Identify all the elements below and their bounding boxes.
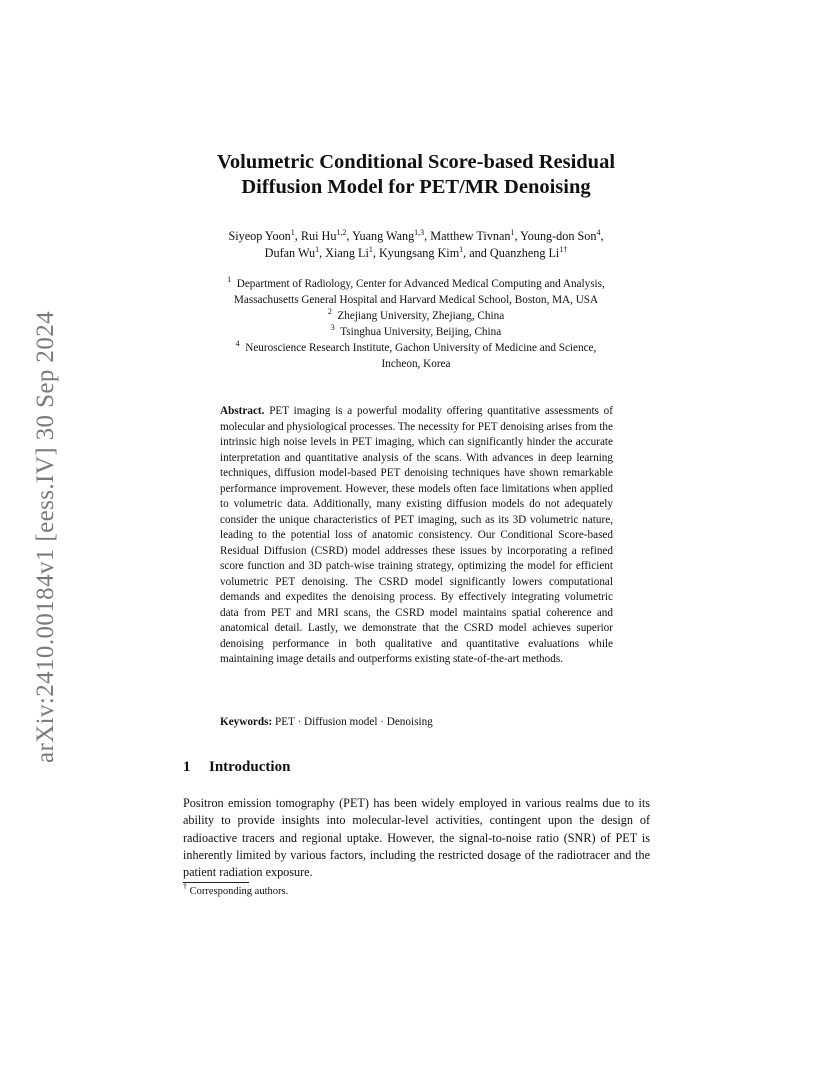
section-number: 1: [183, 759, 191, 775]
author: Dufan Wu$^1$,: [264, 245, 326, 260]
abstract-text: PET imaging is a powerful modality offering quantitative assessments of molecular and physiological processes. The necessity for PET denoising arises from the intrinsic high noise levels in PET imaging, which can significantly hinder the accurate interpretation and quantitative analysis of the scans. With advances in deep learning techniques, diffusion model-based PET denoising techniques have shown remarkable performance improvement. However, these models often face limitations when applied to volumetric data. Additionally, many existing diffusion models do not adequately consider the unique characteristics of PET imaging, such as its 3D volumetric nature, leading to the potential loss of anatomic consistency. Our Conditional Score-based Residual Diffusion (CSRD) model addresses these issues by incorporating a refined score function and 3D patch-wise training strategy, optimizing the model for efficient volumetric PET denoising. The CSRD model significantly lowers computational demands and expedites the denoising process. By effectively integrating volumetric data from PET and MRI scans, the CSRD model maintains spatial coherence and anatomical detail. Lastly, we demonstrate that the CSRD model achieves superior denoising performance in both qualitative and quantitative evaluations while maintaining image details and outperforms existing state-of-the-art methods.: [220, 405, 613, 665]
author: Kyungsang Kim$^1$, and: [378, 245, 490, 260]
introduction-paragraph: Positron emission tomography (PET) has been widely employed in various realms due to its ability to provide insights into molecular-level activities, contingent upon the design of radioactive tracers and regional uptake. However, the signal-to-noise ratio (SNR) of PET is inherently limited by various factors, including the restricted dosage of the radiotracer and the patient radiation exposure.: [183, 796, 650, 880]
author: Xiang Li$^1$,: [325, 245, 379, 260]
author: Quanzheng $Li^{1\dagger}$: [489, 245, 568, 260]
keywords-label: Keywords:: [220, 716, 273, 728]
author: Young-don Son$^4$,: [520, 228, 604, 243]
arxiv-identifier: arXiv:2410.00184v1 [eess.IV] 30 Sep 2024: [32, 310, 59, 764]
author-list: [150, 228, 682, 262]
affiliation-line: Massachusetts General Hospital and Harvard Medical School, Boston, MA, USA: [233, 294, 599, 306]
keywords-text: PET · Diffusion model · Denoising: [275, 716, 433, 728]
section-heading: [183, 759, 290, 776]
affiliation-line: $^1$ Department of Radiology, Center for Advanced Medical Computing and Analysis,: [227, 275, 605, 290]
abstract-label: Abstract.: [220, 405, 265, 417]
title-line-2: Diffusion Model for PET/MR Denoising: [241, 176, 591, 198]
author: Matthew Tivnan$^1$,: [430, 228, 521, 243]
paper-title: [150, 150, 682, 200]
footnote-text: Corresponding authors.: [189, 886, 289, 897]
title-line-1: Volumetric Conditional Score-based Residual: [216, 151, 616, 173]
author: Rui Hu$^{1,2}$,: [300, 228, 353, 243]
keywords: [220, 716, 433, 728]
abstract: [220, 404, 613, 668]
affiliation-line: $^2$ Zhejiang University, Zhejiang, China: [327, 307, 505, 322]
affiliation-line: $^4$ Neuroscience Research Institute, Gachon University of Medicine and Science,: [235, 339, 597, 354]
affiliation-line: Incheon, Korea: [381, 358, 451, 370]
footnote-rule: [183, 882, 249, 883]
author: Siyeop Yoon$^1$,: [228, 228, 301, 243]
section-title: Introduction: [209, 759, 291, 775]
affiliation-line: $^3$ Tsinghua University, Beijing, China: [330, 323, 502, 338]
affiliations: [150, 276, 682, 372]
footnote-mark: †: [183, 882, 187, 891]
footnote: [183, 882, 289, 897]
author: Yuang Wang$^{1,3}$,: [352, 228, 431, 243]
